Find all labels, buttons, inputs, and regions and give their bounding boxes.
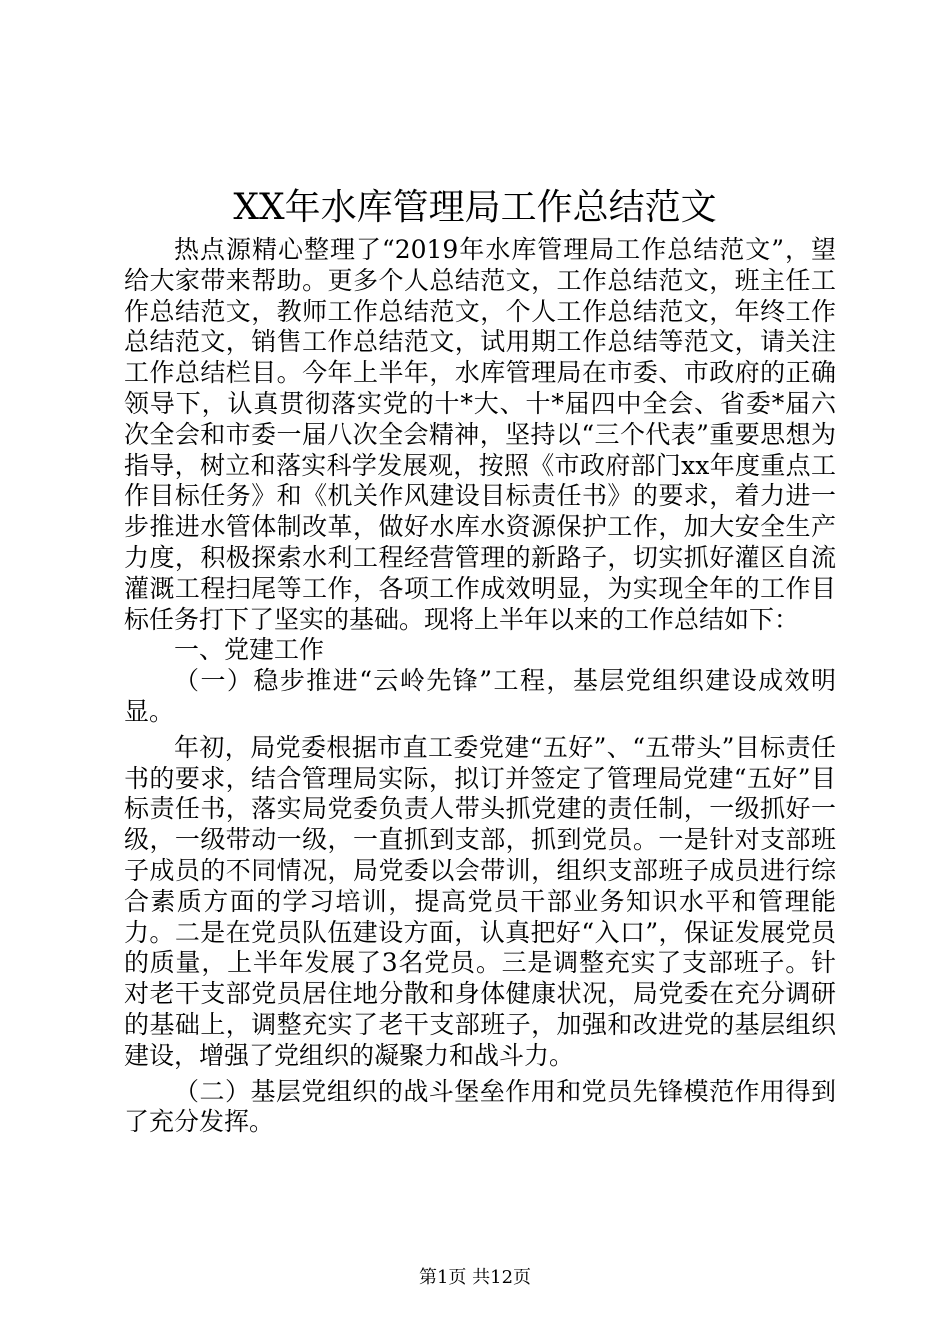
- subsection-heading-1: （一）稳步推进“云岭先锋”工程，基层党组织建设成效明显。: [124, 666, 836, 726]
- document-body: [124, 235, 836, 1138]
- page-footer: 第1页 共12页: [418, 1267, 532, 1288]
- subsection-heading-2: （二）基层党组织的战斗堡垒作用和党员先锋模范作用得到了充分发挥。: [124, 1076, 836, 1137]
- document-title: XX年水库管理局工作总结范文: [233, 187, 717, 228]
- section-heading-party-building: 一、党建工作: [174, 635, 325, 665]
- body-paragraph: 年初，局党委根据市直工委党建“五好”、“五带头”目标责任书的要求，结合管理局实际，拟订并签定了管理局党建“五好”目标责任书，落实局党委负责人带头抓党建的责任制，一级抓好一级，一级带动一级，一直抓到支部，抓到党员。一是针对支部班子成员的不同情况，局党委以会带训，组织支部班子成员进行综合素质方面的学习培训，提高党员干部业务知识水平和管理能力。二是在党员队伍建设方面，认真把好“入口”，保证发展党员的质量，上半年发展了3名党员。三是调整充实了支部班子。针对老干支部党员居住地分散和身体健康状况，局党委在充分调研的基础上，调整充实了老干支部班子，加强和改进党的基层组织建设，增强了党组织的凝聚力和战斗力。: [124, 732, 836, 1070]
- intro-paragraph: 热点源精心整理了“2019年水库管理局工作总结范文”，望给大家带来帮助。更多个人总结范文，工作总结范文，班主任工作总结范文，教师工作总结范文，个人工作总结范文，年终工作总结范文，销售工作总结范文，试用期工作总结等范文，请关注工作总结栏目。今年上半年，水库管理局在市委、市政府的正确领导下，认真贯彻落实党的十*大、十*届四中全会、省委*届六次全会和市委一届八次全会精神，坚持以“三个代表”重要思想为指导，树立和落实科学发展观，按照《市政府部门xx年度重点工作目标任务》和《机关作风建设目标责任书》的要求，着力进一步推进水管体制改革，做好水库水资源保护工作，加大安全生产力度，积极探索水利工程经营管理的新路子，切实抓好灌区自流灌溉工程扫尾等工作，各项工作成效明显，为实现全年的工作目标任务打下了坚实的基础。现将上半年以来的工作总结如下：: [124, 235, 836, 634]
